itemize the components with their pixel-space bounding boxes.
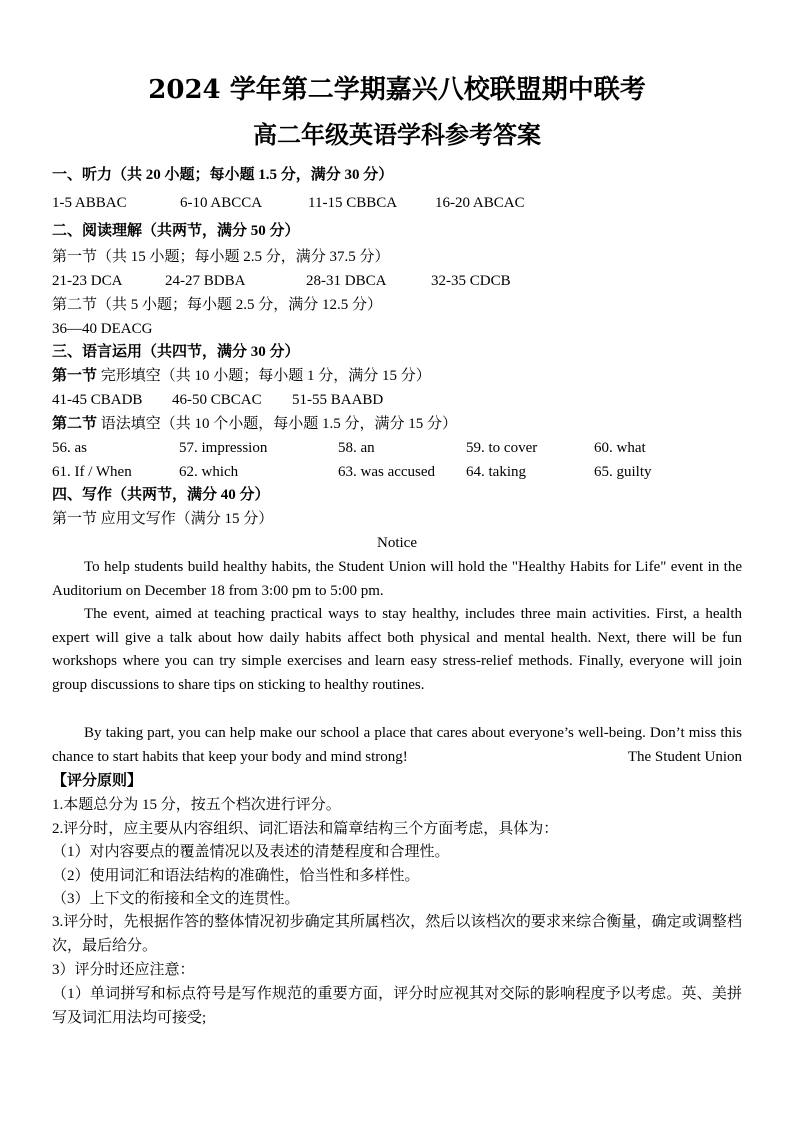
grading-item: 3.评分时，先根据作答的整体情况初步确定其所属档次，然后以该档次的要求来综合衡量，确定或调整档次，最后给分。 xyxy=(52,914,742,954)
answer-group: 24-27 BDBA xyxy=(165,273,246,289)
grading-item: （2）使用词汇和语法结构的准确性，恰当性和多样性。 xyxy=(52,868,420,884)
grading-item: 1.本题总分为 15 分，按五个档次进行评分。 xyxy=(52,797,341,813)
listening-answers xyxy=(52,192,742,215)
grading-item: （1）单词拼写和标点符号是写作规范的重要方面，评分时应视其对交际的影响程度予以考虑。英、美拼写及词汇用法均可接受; xyxy=(52,986,742,1026)
reading-section1-answers xyxy=(52,270,742,293)
answer-group: 11-15 CBBCA xyxy=(308,195,398,211)
notice-paragraph: The event, aimed at teaching practical ways to stay healthy, includes three main activities. First, a health expert will give a talk about how daily habits affect both physical and mental health. Next, there will be fun workshops where you can try simple exercises and learn easy stress-relief methods. Finally, everyone will join group discussions to share tips on sticking to healthy routines. xyxy=(52,606,742,693)
language-heading: 三、语言运用（共四节，满分 30 分） xyxy=(52,344,300,360)
grading-heading: 【评分原则】 xyxy=(52,773,143,789)
grading-item: 2.评分时，应主要从内容组织、词汇语法和篇章结构三个方面考虑，具体为： xyxy=(52,821,559,837)
writing-heading: 四、写作（共两节，满分 40 分） xyxy=(52,487,270,503)
reading-heading: 二、阅读理解（共两节，满分 50 分） xyxy=(52,223,300,239)
grammar-desc: 语法填空（共 10 个小题，每小题 1.5 分，满分 15 分） xyxy=(97,416,458,432)
answer-group: 41-45 CBADB xyxy=(52,392,143,408)
cloze-answers xyxy=(52,389,742,412)
notice-signature: The Student Union xyxy=(627,749,742,765)
grading-item: （3）上下文的衔接和全文的连贯性。 xyxy=(52,891,300,907)
grading-item: 3）评分时还应注意： xyxy=(52,962,195,978)
grammar-answer: 63. was accused xyxy=(338,464,436,480)
grammar-answers-row-1 xyxy=(52,437,742,460)
reading-section1-heading: 第一节（共 15 小题；每小题 2.5 分，满分 37.5 分） xyxy=(52,249,390,265)
grammar-answers-row-2 xyxy=(52,461,742,484)
answer-group: 32-35 CDCB xyxy=(431,273,511,289)
answer-key-subtitle: 高二年级英语学科参考答案 xyxy=(253,120,541,149)
grammar-answer: 62. which xyxy=(179,464,239,480)
grammar-answer: 64. taking xyxy=(466,464,526,480)
cloze-label: 第一节 xyxy=(52,368,98,384)
grammar-answer: 61. If / When xyxy=(52,464,132,480)
answer-group: 21-23 DCA xyxy=(52,273,123,289)
grading-item: （1）对内容要点的覆盖情况以及表述的清楚程度和合理性。 xyxy=(52,844,450,860)
answer-group: 1-5 ABBAC xyxy=(52,195,127,211)
listening-heading: 一、听力（共 20 小题；每小题 1.5 分，满分 30 分） xyxy=(52,167,394,183)
exam-title: 2024 学年第二学期嘉兴八校联盟期中联考 xyxy=(148,75,646,105)
cloze-desc: 完形填空（共 10 小题；每小题 1 分，满分 15 分） xyxy=(97,368,431,384)
answer-group: 6-10 ABCCA xyxy=(180,195,263,211)
reading-section2-heading: 第二节（共 5 小题；每小题 2.5 分，满分 12.5 分） xyxy=(52,297,383,313)
grammar-answer: 58. an xyxy=(338,440,375,456)
answer-group: 51-55 BAABD xyxy=(292,392,384,408)
grammar-answer: 59. to cover xyxy=(466,440,538,456)
answer-group: 28-31 DBCA xyxy=(306,273,387,289)
cloze-heading xyxy=(52,365,431,388)
notice-paragraph: By taking part, you can help make our school a place that cares about everyone’s well-being. Don’t miss this chance to start habits that keep your body and mind strong! xyxy=(52,725,742,765)
notice-title: Notice xyxy=(377,535,417,551)
grammar-answer: 56. as xyxy=(52,440,87,456)
notice-paragraph: To help students build healthy habits, the Student Union will hold the "Healthy Habits for Life" event in the Auditorium on December 18 from 3:00 pm to 5:00 pm. xyxy=(52,559,742,599)
grammar-answer: 60. what xyxy=(594,440,646,456)
writing-section1-heading: 第一节 应用文写作（满分 15 分） xyxy=(52,511,274,527)
grammar-answer: 57. impression xyxy=(179,440,268,456)
grammar-heading xyxy=(52,413,457,436)
answer-group: 16-20 ABCAC xyxy=(435,195,525,211)
answer-group: 46-50 CBCAC xyxy=(172,392,262,408)
grammar-label: 第二节 xyxy=(52,416,98,432)
grammar-answer: 65. guilty xyxy=(594,464,652,480)
reading-section2-answer: 36—40 DEACG xyxy=(52,321,153,337)
